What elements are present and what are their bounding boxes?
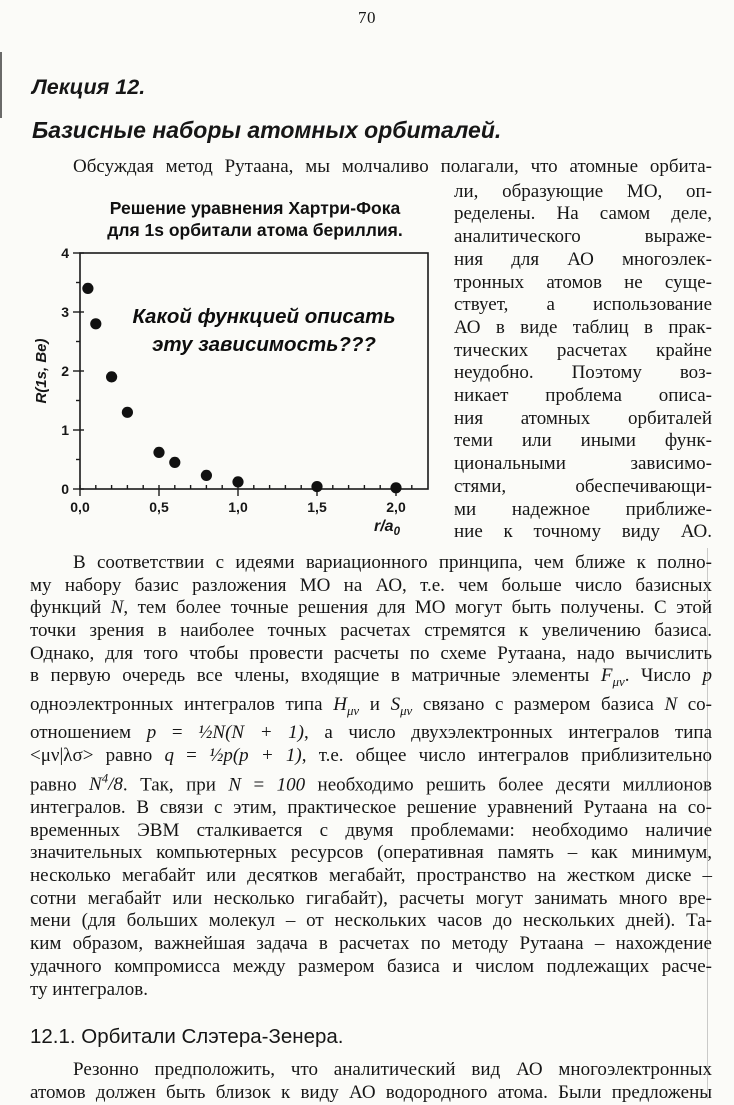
text-line: интегралов. В связи с этим, практическое решение уравнений Рутаана на со- [30, 796, 712, 818]
text-line: В соответствии с идеями вариационного принципа, чем ближе к полно- [73, 551, 712, 573]
text-line: ределены. На самом деле, [454, 203, 712, 225]
text-line: ние к точному виду АО. [454, 521, 712, 543]
text-line: Обсуждая метод Рутаана, мы молчаливо полагали, что атомные орбита- [73, 156, 712, 177]
text-line: удачного компромисса между размером базиса и числом подлежащих расче- [30, 955, 712, 977]
tick-label: 0,5 [149, 498, 169, 515]
data-point [232, 476, 243, 487]
text-line: временных ЭВМ сталкивается с двумя проблемами: необходимо наличие [30, 819, 712, 841]
data-point [82, 283, 93, 294]
page-number: 70 [358, 8, 376, 27]
text-line: несколько мегабайт или десятков мегабайт, пространство на жестком диске – [30, 865, 712, 887]
data-point [311, 481, 322, 492]
text-line: ми надежное приближе- [454, 498, 712, 520]
data-point [106, 371, 117, 382]
data-point [390, 482, 401, 493]
paragraph-3 [30, 1059, 712, 1104]
text-line: атомов должен быть близок к виду АО водородного атома. Были предложены [30, 1081, 712, 1103]
plot-area-border [80, 253, 428, 489]
text-line: аналитического выраже- [454, 226, 712, 248]
text-line: мени (для больших молекул – от нескольких часов до нескольких дней). Та- [30, 910, 712, 932]
text-line: Резонно предположить, что аналитический вид АО многоэлектронных [73, 1059, 712, 1081]
annotation-line-2: эту зависимость??? [152, 332, 376, 356]
annotation-line-1: Какой функцией описать [132, 304, 396, 328]
text-line: ту интегралов. [30, 978, 148, 1000]
x-axis-label-subscript: 0 [393, 525, 400, 538]
axis-ticks [73, 253, 412, 496]
tick-label: 3 [61, 303, 69, 320]
tick-label: 1,5 [307, 498, 327, 515]
x-axis-label [374, 518, 401, 538]
text-line: ствует, а использование [454, 294, 712, 316]
text-line: тронных атомов не суще- [454, 271, 712, 293]
text-line: никает проблема описа- [454, 385, 712, 407]
text-line: теми или иными функ- [454, 430, 712, 452]
tick-label: 0,0 [70, 498, 90, 515]
tick-label: 2,0 [386, 498, 406, 515]
y-axis-label: R(1s, Be) [33, 338, 50, 404]
scan-edge-artifact-left [0, 52, 2, 118]
tick-label: 0 [61, 480, 69, 497]
text-line: стями, обеспечивающи- [454, 475, 712, 497]
text-line: одноэлектронных интегралов типа $H_{\mu\nu}$ и $S_{\mu\nu}$ связано с размером базиса N со- [30, 693, 713, 718]
wrapped-text-column [454, 181, 712, 544]
section-heading: 12.1. Орбитали Слэтера-Зенера. [30, 1025, 344, 1049]
page-content [30, 0, 712, 1105]
chart-title [30, 197, 454, 241]
text-line: неудобно. Поэтому воз- [454, 362, 712, 384]
text-line: циональными зависимо- [454, 453, 712, 475]
text-line: ния для АО многоэлек- [454, 248, 712, 270]
text-line: отношением p = ½N(N + 1), а число двухэлектронных интегралов типа [30, 722, 713, 744]
paragraph-1 [30, 156, 712, 179]
tick-label: 1 [61, 421, 69, 438]
tick-label: 2 [61, 362, 69, 379]
paragraph-2 [30, 544, 712, 1001]
text-line: АО в виде таблиц в прак- [454, 316, 712, 338]
tick-label: 4 [61, 244, 69, 261]
lecture-heading: Лекция 12. [32, 75, 146, 99]
text-line: му набору базис разложения МО на АО, т.е. чем больше число базисных [30, 574, 712, 596]
text-line: сотни мегабайт или несколько гигабайт), расчеты могут занимать много вре- [30, 887, 712, 909]
chart-title-line-2: для 1s орбитали атома бериллия. [107, 219, 403, 240]
text-line: ли, образующие МО, оп- [454, 180, 712, 202]
data-point [169, 457, 180, 468]
text-line: равно $N^4/8$. Так, при N = 100 необходимо решить более десяти миллионов [30, 770, 713, 796]
text-line: в первую очередь все члены, входящие в матричные элементы $F_{\mu\nu}$. Число p [30, 665, 712, 690]
text-line: точки зрения в наиболее точных расчетах стремятся к увеличению базиса. [30, 620, 712, 642]
hartree-fock-figure [30, 181, 454, 543]
data-point [153, 447, 164, 458]
text-line: тических расчетах крайне [454, 339, 712, 361]
tick-label: 1,0 [228, 498, 248, 515]
text-line: значительных компьютерных ресурсов (оперативная память – как минимум, [30, 842, 712, 864]
text-line: <μν|λσ> равно q = ½p(p + 1), т.е. общее число интегралов приблизительно [30, 745, 712, 767]
text-line: функций N, тем более точные решения для МО могут быть получены. С этой [30, 597, 712, 619]
chapter-title: Базисные наборы атомных орбиталей. [32, 117, 502, 143]
chart-title-line-1: Решение уравнения Хартри-Фока [109, 197, 401, 218]
text-line: ким образом, важнейшая задача в расчетах по методу Рутаана – нахождение [30, 933, 712, 955]
scatter-plot [30, 243, 454, 543]
text-line: ния атомных орбиталей [454, 407, 712, 429]
data-point [201, 470, 212, 481]
data-point [122, 406, 133, 417]
text-line: Однако, для того чтобы провести расчеты по схеме Рутаана, надо вычислить [30, 642, 712, 664]
data-point [90, 318, 101, 329]
chart-and-text-wrap [30, 181, 712, 544]
x-axis-label-main: r/a [374, 517, 394, 535]
